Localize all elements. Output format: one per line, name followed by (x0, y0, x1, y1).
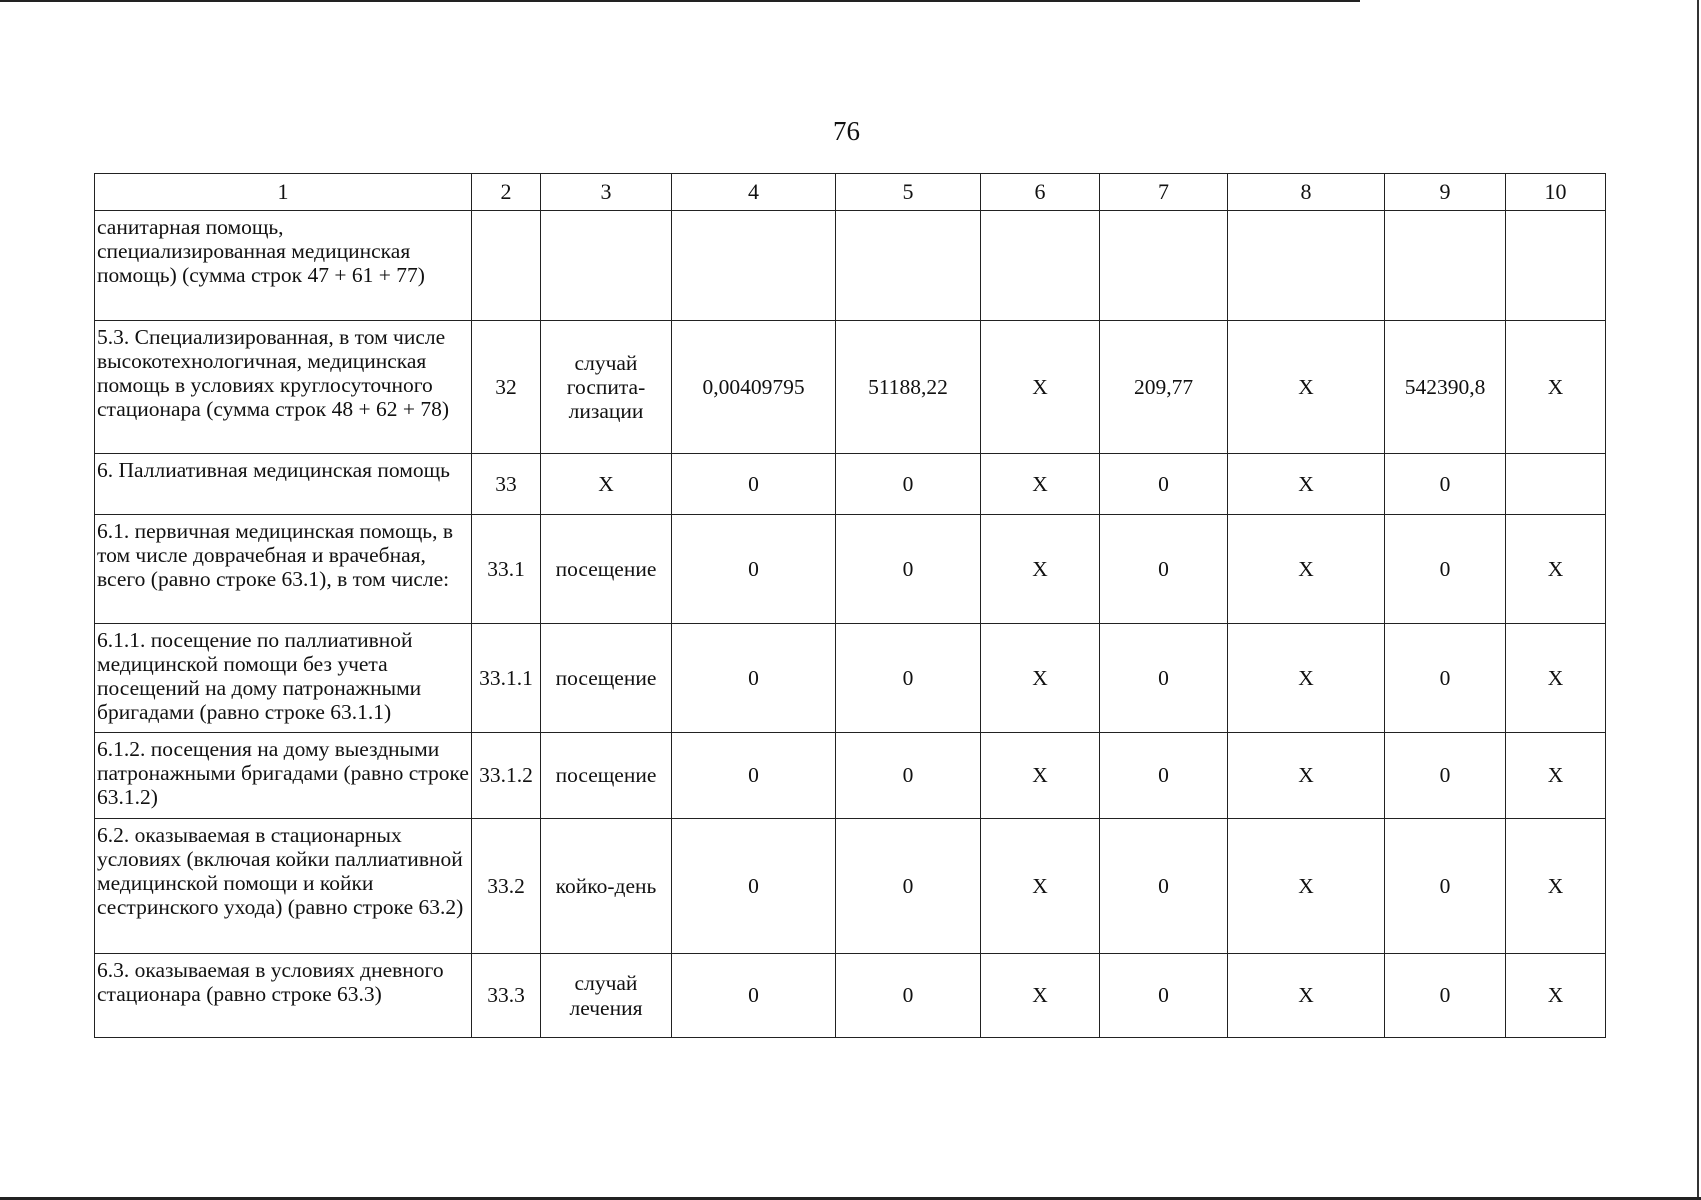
value-cell: Х (1228, 819, 1385, 954)
unit-cell: посещение (541, 515, 672, 624)
value-cell: 0 (1100, 454, 1228, 515)
value-cell: 0 (836, 624, 981, 733)
value-cell: 0 (672, 624, 836, 733)
table-header-row (95, 174, 1606, 211)
value-cell: 0 (672, 454, 836, 515)
value-cell (1506, 211, 1606, 321)
row-description: 6.2. оказываемая в стационарных условиях (включая койки паллиативной медицинской помощи и койки сестринского ухода) (равно строке 63.2) (95, 819, 472, 954)
line-code (472, 211, 541, 321)
header-cell: 1 (95, 174, 472, 211)
value-cell: 0 (1385, 733, 1506, 819)
line-code: 33.1 (472, 515, 541, 624)
row-description: 6.3. оказываемая в условиях дневного стационара (равно строке 63.3) (95, 954, 472, 1038)
value-cell: Х (1506, 733, 1606, 819)
value-cell (1100, 211, 1228, 321)
value-cell: 0 (836, 733, 981, 819)
table-row (95, 321, 1606, 454)
table-row (95, 515, 1606, 624)
line-code: 33 (472, 454, 541, 515)
value-cell: 0 (672, 954, 836, 1038)
value-cell: 0 (672, 819, 836, 954)
value-cell: Х (981, 454, 1100, 515)
value-cell: 0 (1100, 819, 1228, 954)
value-cell: 0 (1100, 954, 1228, 1038)
value-cell: 0 (1385, 819, 1506, 954)
header-cell: 10 (1506, 174, 1606, 211)
unit-cell: Х (541, 454, 672, 515)
value-cell: 0 (836, 515, 981, 624)
value-cell: 0 (836, 954, 981, 1038)
header-cell: 2 (472, 174, 541, 211)
line-code: 33.3 (472, 954, 541, 1038)
header-cell: 6 (981, 174, 1100, 211)
value-cell: Х (981, 819, 1100, 954)
table-row (95, 211, 1606, 321)
value-cell: Х (1506, 954, 1606, 1038)
value-cell: Х (981, 954, 1100, 1038)
header-cell: 5 (836, 174, 981, 211)
row-description: 5.3. Специализированная, в том числе высокотехнологичная, медицинская помощь в условиях круглосуточного стационара (сумма строк 48 + 62 + 78) (95, 321, 472, 454)
unit-cell: посещение (541, 624, 672, 733)
value-cell: 0 (672, 515, 836, 624)
row-description: 6. Паллиативная медицинская помощь (95, 454, 472, 515)
value-cell: Х (1506, 515, 1606, 624)
data-table (94, 173, 1606, 1038)
value-cell: 0 (1100, 733, 1228, 819)
page-number: 76 (833, 116, 860, 146)
value-cell: Х (1506, 624, 1606, 733)
value-cell: Х (1228, 624, 1385, 733)
value-cell: 0,00409795 (672, 321, 836, 454)
value-cell: Х (981, 624, 1100, 733)
value-cell: Х (981, 515, 1100, 624)
value-cell: Х (1228, 733, 1385, 819)
value-cell (1228, 211, 1385, 321)
table-row (95, 954, 1606, 1038)
header-cell: 4 (672, 174, 836, 211)
value-cell: 0 (1100, 515, 1228, 624)
value-cell (1385, 211, 1506, 321)
row-description: 6.1. первичная медицинская помощь, в том числе доврачебная и врачебная, всего (равно строке 63.1), в том числе: (95, 515, 472, 624)
header-cell: 3 (541, 174, 672, 211)
line-code: 33.2 (472, 819, 541, 954)
row-description: 6.1.1. посещение по паллиативной медицинской помощи без учета посещений на дому патронажными бригадами (равно строке 63.1.1) (95, 624, 472, 733)
table-row (95, 624, 1606, 733)
value-cell: Х (1228, 515, 1385, 624)
value-cell: Х (1228, 954, 1385, 1038)
line-code: 32 (472, 321, 541, 454)
value-cell (672, 211, 836, 321)
scan-edge-right (1697, 0, 1699, 1200)
value-cell: 0 (1100, 624, 1228, 733)
value-cell (981, 211, 1100, 321)
row-description: санитарная помощь, специализированная медицинская помощь) (сумма строк 47 + 61 + 77) (95, 211, 472, 321)
line-code: 33.1.1 (472, 624, 541, 733)
value-cell: Х (1506, 321, 1606, 454)
line-code: 33.1.2 (472, 733, 541, 819)
value-cell: Х (981, 321, 1100, 454)
value-cell (836, 211, 981, 321)
value-cell: Х (1228, 454, 1385, 515)
value-cell: 0 (672, 733, 836, 819)
unit-cell: случай лечения (541, 954, 672, 1038)
value-cell: 0 (836, 819, 981, 954)
unit-cell (541, 211, 672, 321)
value-cell: Х (1228, 321, 1385, 454)
value-cell: 0 (1385, 454, 1506, 515)
table-row (95, 733, 1606, 819)
unit-cell: койко-день (541, 819, 672, 954)
value-cell: 209,77 (1100, 321, 1228, 454)
unit-cell: посещение (541, 733, 672, 819)
value-cell: Х (1506, 819, 1606, 954)
header-cell: 7 (1100, 174, 1228, 211)
value-cell: 0 (1385, 954, 1506, 1038)
header-cell: 9 (1385, 174, 1506, 211)
value-cell: Х (981, 733, 1100, 819)
value-cell: 51188,22 (836, 321, 981, 454)
scan-edge-top (0, 0, 1360, 2)
value-cell (1506, 454, 1606, 515)
table-row (95, 819, 1606, 954)
unit-cell: случай госпита-лизации (541, 321, 672, 454)
value-cell: 0 (836, 454, 981, 515)
value-cell: 542390,8 (1385, 321, 1506, 454)
header-cell: 8 (1228, 174, 1385, 211)
value-cell: 0 (1385, 515, 1506, 624)
table-row (95, 454, 1606, 515)
row-description: 6.1.2. посещения на дому выездными патронажными бригадами (равно строке 63.1.2) (95, 733, 472, 819)
value-cell: 0 (1385, 624, 1506, 733)
